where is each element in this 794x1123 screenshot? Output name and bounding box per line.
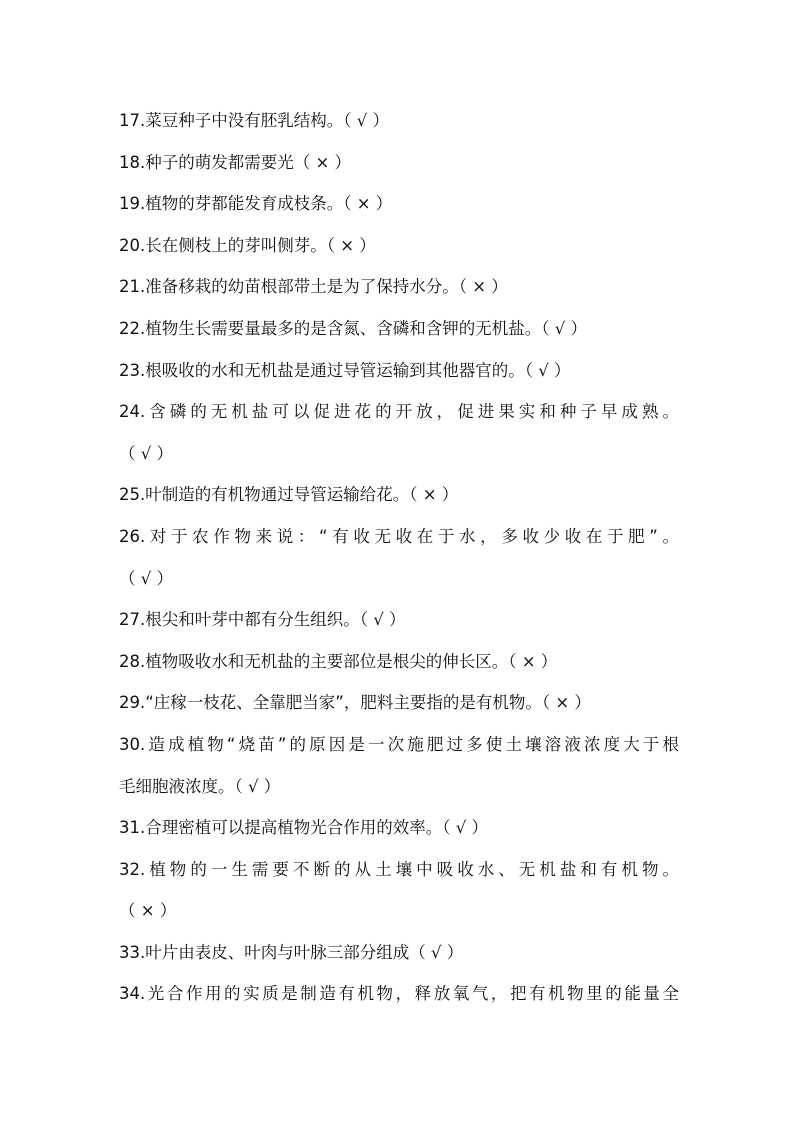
- question-line: 28.植物吸收水和无机盐的主要部位是根尖的伸长区。（ × ）: [119, 651, 558, 671]
- answer-line: （ × ）: [119, 901, 177, 921]
- question-line: 30.造成植物“烧苗”的原因是一次施肥过多使土壤溶液浓度大于根: [119, 734, 679, 754]
- question-line: 26.对于农作物来说：“有收无收在于水，多收少收在于肥”。: [119, 526, 679, 546]
- question-line: 18.种子的萌发都需要光（ × ）: [119, 152, 352, 172]
- question-line: 19.植物的芽都能发育成枝条。（ × ）: [119, 194, 393, 214]
- answer-line: （ √ ）: [119, 568, 174, 588]
- question-line: 23.根吸收的水和无机盐是通过导管运输到其他器官的。（ √ ）: [119, 360, 571, 380]
- question-line: 20.长在侧枝上的芽叫侧芽。（ × ）: [119, 235, 376, 255]
- question-list: [119, 100, 679, 1015]
- question-line: 29.“庄稼一枝花、全靠肥当家”，肥料主要指的是有机物。（ × ）: [119, 693, 591, 713]
- answer-line: （ √ ）: [119, 443, 174, 463]
- question-line: 17.菜豆种子中没有胚乳结构。（ √ ）: [119, 111, 389, 130]
- question-line: 34.光合作用的实质是制造有机物，释放氧气，把有机物里的能量全: [119, 984, 679, 1004]
- question-line-continued: 毛细胞液浓度。（ √ ）: [119, 776, 281, 796]
- question-line: 27.根尖和叶芽中都有分生组织。（ √ ）: [119, 610, 406, 630]
- question-line: 25.叶制造的有机物通过导管运输给花。（ × ）: [119, 485, 459, 505]
- question-line: 31.合理密植可以提高植物光合作用的效率。（ √ ）: [119, 818, 488, 838]
- question-line: 32.植物的一生需要不断的从土壤中吸收水、无机盐和有机物。: [119, 859, 679, 879]
- question-line: 21.准备移栽的幼苗根部带土是为了保持水分。（ × ）: [119, 277, 508, 297]
- question-line: 33.叶片由表皮、叶肉与叶脉三部分组成（ √ ）: [119, 942, 464, 962]
- question-line: 24.含磷的无机盐可以促进花的开放，促进果实和种子早成熟。: [119, 402, 679, 422]
- question-line: 22.植物生长需要量最多的是含氮、含磷和含钾的无机盐。（ √ ）: [119, 318, 587, 338]
